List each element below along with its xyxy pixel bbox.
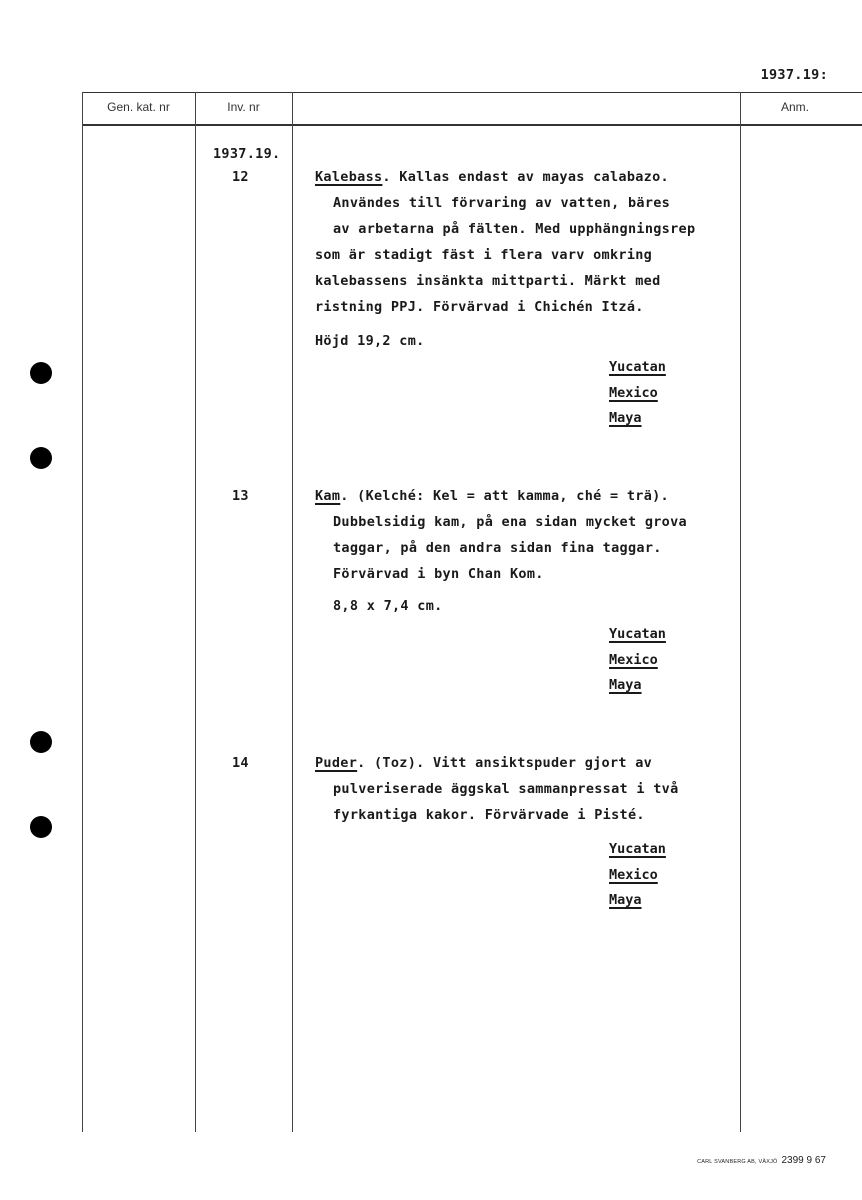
location-country: Mexico <box>609 651 658 668</box>
printer-name: CARL SVANBERG AB, VÄXJÖ <box>697 1159 778 1165</box>
inv-number: 12 <box>232 169 249 185</box>
table-top-border <box>82 92 862 93</box>
location-region: Yucatan <box>609 841 666 857</box>
description-line: . Kallas endast av mayas calabazo. <box>382 169 669 185</box>
form-code: 2399 9 67 <box>781 1155 826 1166</box>
measurement: 8,8 x 7,4 cm. <box>333 598 443 614</box>
entry-description <box>315 483 687 619</box>
description-line: av arbetarna på fälten. Med upphängningsrep <box>333 221 696 237</box>
description-line: Förvärvad i byn Chan Kom. <box>333 566 544 582</box>
entry-title: Kam <box>315 488 341 504</box>
entry-description <box>315 750 679 828</box>
location-region: Yucatan <box>609 359 666 375</box>
description-line: kalebassens insänkta mittparti. Märkt med <box>315 273 661 289</box>
printer-imprint <box>697 1150 826 1168</box>
measurement: Höjd 19,2 cm. <box>315 333 425 349</box>
column-divider-left <box>82 92 83 1132</box>
page-number: 1937.19: <box>760 67 828 83</box>
header-anm: Anm. <box>780 100 809 114</box>
header-inv-nr: Inv. nr <box>227 100 260 114</box>
inv-number: 13 <box>232 488 249 504</box>
location-culture: Maya <box>609 410 642 426</box>
location-country: Mexico <box>609 384 658 401</box>
location-list <box>609 622 666 699</box>
description-line: . (Toz). Vitt ansiktspuder gjort av <box>357 755 653 771</box>
series-number: 1937.19. <box>213 146 281 162</box>
column-divider-gen-inv <box>195 92 196 1132</box>
punch-hole <box>30 731 52 753</box>
description-line: som är stadigt fäst i flera varv omkring <box>315 247 653 263</box>
header-bottom-border <box>82 124 862 126</box>
column-divider-desc-anm <box>740 92 741 1132</box>
entry-title: Puder <box>315 755 358 771</box>
location-list <box>609 355 666 432</box>
punch-hole <box>30 362 52 384</box>
description-line: Användes till förvaring av vatten, bäres <box>333 195 671 211</box>
location-region: Yucatan <box>609 626 666 642</box>
description-line: ristning PPJ. Förvärvad i Chichén Itzá. <box>315 299 644 315</box>
description-line: . (Kelché: Kel = att kamma, ché = trä). <box>340 488 669 504</box>
inv-number: 14 <box>232 755 249 771</box>
location-culture: Maya <box>609 677 642 693</box>
entry-description <box>315 164 695 354</box>
description-line: pulveriserade äggskal sammanpressat i två <box>333 781 679 797</box>
location-culture: Maya <box>609 892 642 908</box>
header-gen-kat-nr: Gen. kat. nr <box>107 100 170 114</box>
punch-hole <box>30 447 52 469</box>
description-line: taggar, på den andra sidan fina taggar. <box>333 540 662 556</box>
description-line: Dubbelsidig kam, på ena sidan mycket grova <box>333 514 687 530</box>
location-list <box>609 837 666 914</box>
description-line: fyrkantiga kakor. Förvärvade i Pisté. <box>333 807 645 823</box>
punch-hole <box>30 816 52 838</box>
entry-title: Kalebass <box>315 169 383 185</box>
column-divider-inv-desc <box>292 92 293 1132</box>
location-country: Mexico <box>609 866 658 883</box>
